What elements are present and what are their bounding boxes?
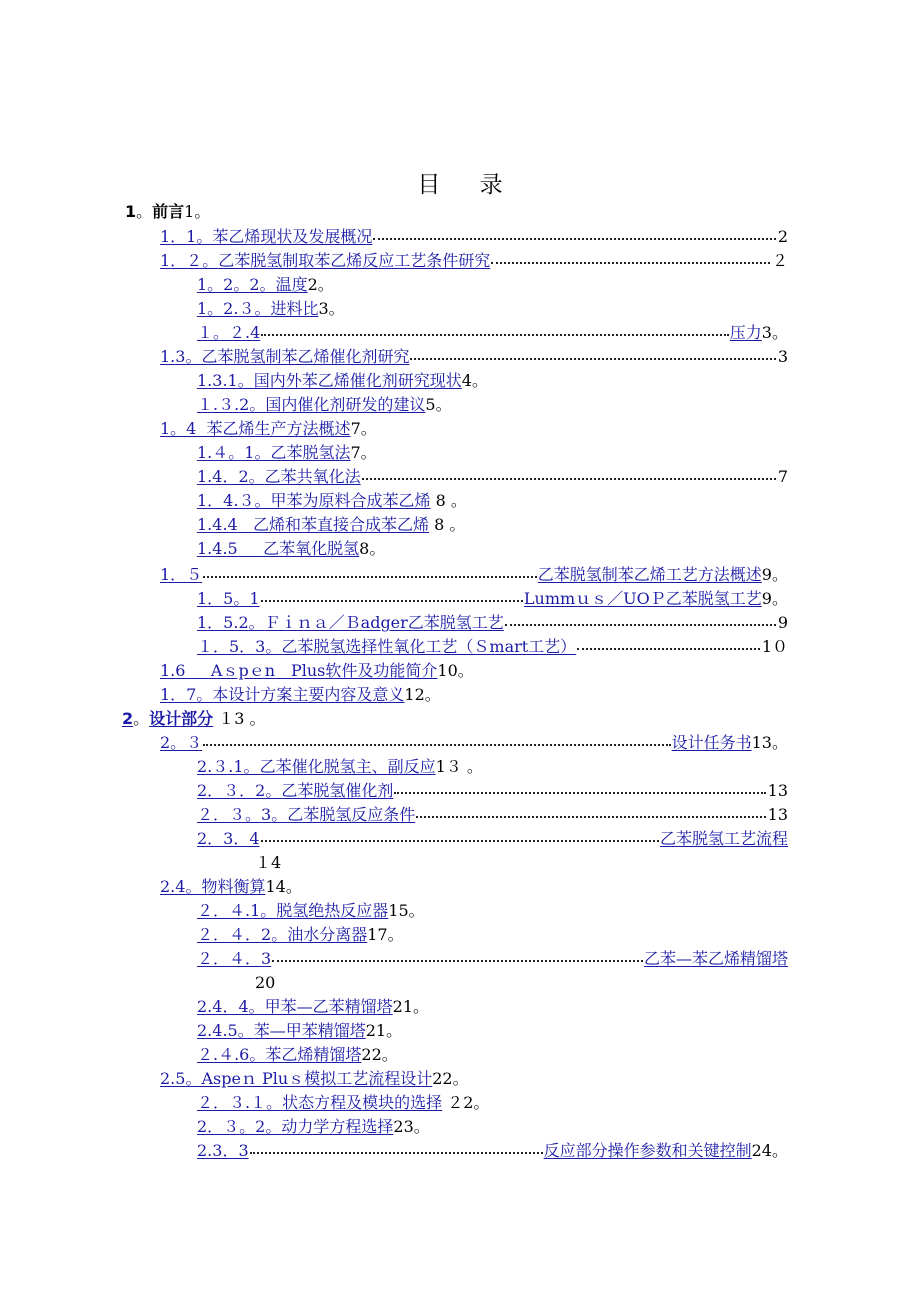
toc-entry-title: Aｓpｅn Plus软件及功能简介 [210,661,438,680]
toc-entry-link[interactable]: ２．３。3。乙苯脱氢反应条件 [197,805,416,824]
dot-leader [410,350,775,360]
dot-leader [505,616,776,626]
toc-entry-link[interactable]: 2.4.5。苯—甲苯精馏塔 [197,1021,366,1040]
toc-entry-page: 7 [350,419,361,438]
toc-entry-title[interactable]: 前言 [152,202,185,221]
toc-entry-page: 9 [777,613,788,632]
toc-entry-number: １.３.2 [197,395,250,414]
dot-leader [577,640,760,650]
toc-entry-link[interactable]: 2．３。2。动力学方程选择 [197,1117,394,1136]
toc-entry-link[interactable]: 1.4．2。乙苯共氧化法 [197,467,361,486]
toc-entry-link[interactable]: １.３.2。国内催化剂研发的建议 [197,395,426,414]
toc-entry-title: 乙苯脱氢反应条件 [287,805,416,824]
toc-entry-page: 21 [365,1021,387,1040]
toc-entry-link[interactable]: 1．7。本设计方案主要内容及意义 [160,685,405,704]
toc-entry-page: １4 [255,853,282,872]
toc-entry-page: 1 [184,202,195,221]
toc-entry-number[interactable]: 2。３ [160,733,203,752]
toc-entry-link[interactable] [197,513,429,537]
toc-entry-page: 3 [318,299,329,318]
toc-entry-number: 2.３.1 [197,757,244,776]
toc-entry-page: 22 [361,1045,382,1064]
toc-entry-mark: 。 [413,1117,430,1136]
toc-entry[interactable] [160,417,788,441]
toc-entry-link[interactable]: 1.3。乙苯脱氢制苯乙烯催化剂研究 [160,347,410,366]
toc-entry-title: Aspeｎ Pluｓ模拟工艺流程设计 [201,1069,433,1088]
toc-entry-page: 8 [359,539,370,558]
toc-entry-page: 3 [761,323,772,342]
toc-entry-mark: 。 [466,757,483,776]
toc-entry-page: 7 [350,443,361,462]
toc-entry-link[interactable]: 1.3.1。国内外苯乙烯催化剂研究现状 [197,371,462,390]
toc-entry-page: 20 [255,973,276,992]
toc-entry-page: 24 [751,1141,772,1160]
toc-entry[interactable] [197,537,788,561]
toc-entry-page: 7 [777,467,788,486]
toc-entry-link[interactable]: 1。2.３。进料比 [197,299,319,318]
toc-entry[interactable]: 1 。 前言 1 。 [125,200,788,224]
toc-entry-number: 1。4 [160,419,197,438]
toc-entry-number: 1.6 [160,661,186,680]
toc-entry-page: 5 [425,395,436,414]
toc-entry-number: ２．４.1 [197,901,261,920]
toc-entry-page: 8 [434,515,445,534]
toc-entry-number: 1.3 [160,347,186,366]
toc-entry-link[interactable] [160,417,351,441]
toc-entry-mark: 。 [360,443,377,462]
toc-entry-mark: 。 [435,395,452,414]
toc-entry[interactable] [160,225,788,249]
toc-entry[interactable] [160,249,788,273]
toc-entry-number: １．5．3 [197,637,266,656]
toc-entry-page: 15 [388,901,409,920]
toc-entry-link[interactable]: ２．３.１。状态方程及模块的选择 [197,1093,443,1112]
toc-entry-number: 1.3.1 [197,371,238,390]
toc-entry-link[interactable]: 1.４。1。乙苯脱氢法 [197,443,351,462]
toc-entry-number[interactable]: 1．５ [160,565,203,584]
toc-entry-page: 1０ [761,637,788,656]
toc-entry-number: 1.4.4 [197,515,238,534]
toc-entry[interactable] [160,731,788,755]
toc-entry-page: 21 [392,997,414,1016]
toc-entry[interactable] [160,345,788,369]
toc-entry-page: ２ [771,251,788,270]
toc-entry-link[interactable]: 2．３．2。乙苯脱氢催化剂 [197,781,394,800]
dot-leader [203,568,537,578]
toc-entry-mark: 。 [386,1021,403,1040]
toc-entry-page: 14 [265,877,286,896]
toc-entry[interactable] [160,659,788,683]
dot-leader [203,736,670,746]
toc-entry[interactable] [197,827,788,851]
toc-entry[interactable] [197,1139,788,1163]
toc-entry-link[interactable]: 2.4。物料衡算 [160,877,266,896]
toc-entry-number: 1.4.5 [197,539,238,558]
toc-entry-number: 1．1 [160,227,197,246]
toc-entry-title: 甲苯为原料合成苯乙烯 [270,491,431,510]
toc-entry[interactable] [197,803,788,827]
toc-entry[interactable] [160,563,788,587]
toc-entry-link[interactable] [160,659,437,683]
toc-entry-mark: 。 [369,539,386,558]
toc-entry-mark: 。 [381,1045,398,1064]
dot-leader [261,326,729,336]
toc-entry-link[interactable]: 2.5。Aspeｎ Pluｓ模拟工艺流程设计 [160,1069,433,1088]
toc-entry-mark: 。 [413,997,430,1016]
toc-entry-number[interactable]: 1．5。1 [197,589,260,608]
toc-entry-number[interactable]: 2 [122,709,134,728]
toc-entry-link[interactable]: 1．２。乙苯脱氢制取苯乙烯反应工艺条件研究 [160,251,491,270]
toc-entry-mark: 。 [771,565,788,584]
toc-entry-title: 物料衡算 [201,877,266,896]
toc-entry[interactable] [197,587,788,611]
toc-entry-mark: 。 [771,1141,788,1160]
toc-entry-page: 17 [367,925,388,944]
toc-entry-title[interactable]: 反应部分操作参数和关键控制 [543,1141,752,1160]
toc-entry-page: 23 [393,1117,414,1136]
toc-entry-title: 乙苯脱氢制苯乙烯催化剂研究 [201,347,410,366]
toc-entry-mark: 。 [249,709,266,728]
toc-entry-title: 苯—甲苯精馏塔 [253,1021,366,1040]
toc-entry-mark: 。 [771,589,788,608]
toc-entry-title: Ｆｉｎａ／Ｂadger乙苯脱氢工艺 [264,613,504,632]
toc-entry-title: 乙苯氧化脱氢 [263,539,360,558]
dot-leader [362,470,776,480]
toc-entry-title: 乙苯脱氢制取苯乙烯反应工艺条件研究 [218,251,491,270]
toc-entry[interactable] [197,489,788,513]
toc-entry-number: 1．２ [160,251,203,270]
toc-entry-title: 乙苯脱氢法 [270,443,351,462]
toc-entry[interactable] [197,1043,788,1067]
toc-entry-title: 状态方程及模块的选择 [282,1093,443,1112]
toc-entry-mark: 。 [328,299,345,318]
toc-entry-number: 2.4 [160,877,186,896]
toc-entry-title: 国内外苯乙烯催化剂研究现状 [253,371,462,390]
toc-entry-number: 1。2.３ [197,299,255,318]
dot-leader [394,784,765,794]
toc-entry-number: 1.４。1 [197,443,255,462]
toc-entry[interactable]: 2 。 设计部分 １3 。 [122,707,788,731]
toc-entry-title[interactable]: Lummｕｓ／UOＰ乙苯脱氢工艺 [523,589,762,608]
toc-entry-page: 9 [761,565,772,584]
toc-entry-number[interactable]: ２．４．3 [197,949,272,968]
toc-entry-page: 2 [777,227,788,246]
toc-entry-page: 13 [767,781,788,800]
toc-entry-mark: 。 [457,661,474,680]
toc-entry[interactable] [160,875,788,899]
toc-entry-number: 1．4.３ [197,491,255,510]
dot-leader [272,952,643,962]
toc-entry-title: 国内催化剂研发的建议 [265,395,426,414]
toc-entry-number: 2.5 [160,1069,186,1088]
toc-entry-title: 本设计方案主要内容及意义 [212,685,405,704]
toc-entry-title: 动力学方程选择 [281,1117,394,1136]
toc-entry[interactable] [160,683,788,707]
toc-entry[interactable] [197,947,788,971]
dot-leader [261,832,659,842]
toc-entry[interactable] [197,393,788,417]
toc-entry-title[interactable]: 乙苯脱氢制苯乙烯工艺方法概述 [537,565,762,584]
toc-entry-page: 10 [437,661,458,680]
toc-entry-link[interactable]: 2.4．4。甲苯—乙苯精馏塔 [197,997,393,1016]
toc-entry-mark: 。 [194,202,211,221]
toc-entry[interactable] [160,1067,788,1091]
toc-entry-mark: 。 [771,323,788,342]
toc-entry-title[interactable]: 乙苯—苯乙烯精馏塔 [643,949,788,968]
toc-entry[interactable] [197,1019,788,1043]
toc-entry-page: 13 [751,733,772,752]
toc-entry-number: 2.4．4 [197,997,249,1016]
dot-leader [491,254,770,264]
toc-entry[interactable] [197,513,788,537]
toc-entry-number: 2．３。2 [197,1117,266,1136]
toc-entry-title: 油水分离器 [287,925,368,944]
toc-entry-number: ２．４．2 [197,925,272,944]
toc-entry-title[interactable]: 压力 [729,323,762,342]
toc-entry-number: 1.4．2 [197,467,249,486]
toc-entry-link[interactable]: 1。2。2。温度 [197,275,308,294]
toc-entry[interactable] [197,297,788,321]
toc-entry[interactable] [197,465,788,489]
toc-entry-number: 2．３．2 [197,781,266,800]
toc-entry-title[interactable]: 乙苯脱氢工艺流程 [659,829,788,848]
toc-entry[interactable] [197,611,788,635]
toc-entry-page: １3 [218,709,245,728]
toc-entry-page: 1３ [435,757,462,776]
toc-entry-title: 乙苯共氧化法 [264,467,361,486]
toc-entry-page: 2 [307,275,318,294]
toc-entry-mark: 。 [424,685,441,704]
toc-entry-page: 9 [761,589,772,608]
toc-entry[interactable] [197,899,788,923]
toc-entry[interactable] [197,635,788,659]
toc-entry-mark: 。 [771,733,788,752]
toc-entry-mark: 。 [449,515,466,534]
toc-entry-title: 乙苯催化脱氢主、副反应 [259,757,436,776]
toc-entry-number[interactable]: １。２.4 [197,323,261,342]
toc-entry-title: 苯乙烯生产方法概述 [206,419,351,438]
toc-entry-mark: 。 [452,1069,469,1088]
toc-entry-mark: 。 [450,491,467,510]
toc-entry-page: 3 [777,347,788,366]
toc-entry[interactable] [197,441,788,465]
toc-entry-title: 乙烯和苯直接合成苯乙烯 [252,515,429,534]
toc-entry-title: 乙苯脱氢催化剂 [281,781,394,800]
toc-entry-page: 8 [435,491,446,510]
toc-title: 目 录 [417,172,519,198]
toc-entry[interactable] [197,369,788,393]
toc-entry-mark: 。 [473,1093,490,1112]
dot-leader [261,592,523,602]
toc-entry-link[interactable]: 1．4.３。甲苯为原料合成苯乙烯 [197,491,431,510]
toc-entry-number: 1。2。2 [197,275,260,294]
toc-entry-mark: 。 [471,371,488,390]
toc-entry-page: 4 [461,371,472,390]
dot-leader [416,808,765,818]
toc-entry-mark: 。 [360,419,377,438]
toc-entry-title: 苯乙烯现状及发展概况 [212,227,373,246]
toc-entry-mark: 。 [408,901,425,920]
toc-entry-number: ２．３.１ [197,1093,267,1112]
toc-entry[interactable] [197,1091,788,1115]
toc-entry[interactable] [197,321,788,345]
toc-entry[interactable] [197,1115,788,1139]
toc-entry-number: 1．7 [160,685,197,704]
toc-entry-mark: 。 [285,877,302,896]
toc-entry-link[interactable]: 1．5.2。Ｆｉｎａ／Ｂadger乙苯脱氢工艺 [197,613,504,632]
toc-entry-number[interactable]: 2．3．4 [197,829,260,848]
toc-entry[interactable] [197,923,788,947]
toc-entry-number: 1 [125,202,137,221]
toc-entry-link[interactable] [197,537,359,561]
toc-entry-link[interactable]: 1．1。苯乙烯现状及发展概况 [160,227,373,246]
toc-entry-page: ２2 [447,1093,474,1112]
toc-entry[interactable] [197,755,788,779]
toc-entry-title: 温度 [275,275,308,294]
toc-entry-link[interactable]: ２.４.6。苯乙烯精馏塔 [197,1045,362,1064]
toc-entry-page: 22 [432,1069,453,1088]
toc-entry[interactable] [197,995,788,1019]
toc-entry-mark: 。 [317,275,334,294]
toc-entry-number: ２.４.6 [197,1045,250,1064]
toc-entry-link[interactable]: ２．４.1。脱氢绝热反应器 [197,901,389,920]
toc-entry-title[interactable]: 设计任务书 [671,733,752,752]
toc-entry-link[interactable]: ２．４．2。油水分离器 [197,925,368,944]
toc-entry[interactable] [197,779,788,803]
toc-entry-title[interactable]: 设计部分 [149,709,214,728]
toc-entry-number: 1．5.2 [197,613,249,632]
toc-entry-link[interactable]: １．5．3。乙苯脱氢选择性氧化工艺（Ｓmart工艺） [197,637,577,656]
toc-entry-mark: 。 [387,925,404,944]
dot-leader [373,230,775,240]
dot-leader [250,1144,543,1154]
toc-entry-page: 12 [404,685,425,704]
toc-entry-number[interactable]: 2.3．3 [197,1141,249,1160]
toc-entry-title: 苯乙烯精馏塔 [265,1045,362,1064]
toc-entry[interactable] [197,273,788,297]
toc-entry-number: ２．３。3 [197,805,272,824]
toc-entry-number: 2.4.5 [197,1021,238,1040]
toc-entry-page: 13 [767,805,788,824]
toc-entry-link[interactable]: 2.３.1。乙苯催化脱氢主、副反应 [197,757,436,776]
toc-entry-title: 进料比 [270,299,319,318]
toc-entry-title: 乙苯脱氢选择性氧化工艺（Ｓmart工艺） [281,637,577,656]
toc-entry-title: 脱氢绝热反应器 [276,901,389,920]
toc-entry-title: 甲苯—乙苯精馏塔 [264,997,393,1016]
